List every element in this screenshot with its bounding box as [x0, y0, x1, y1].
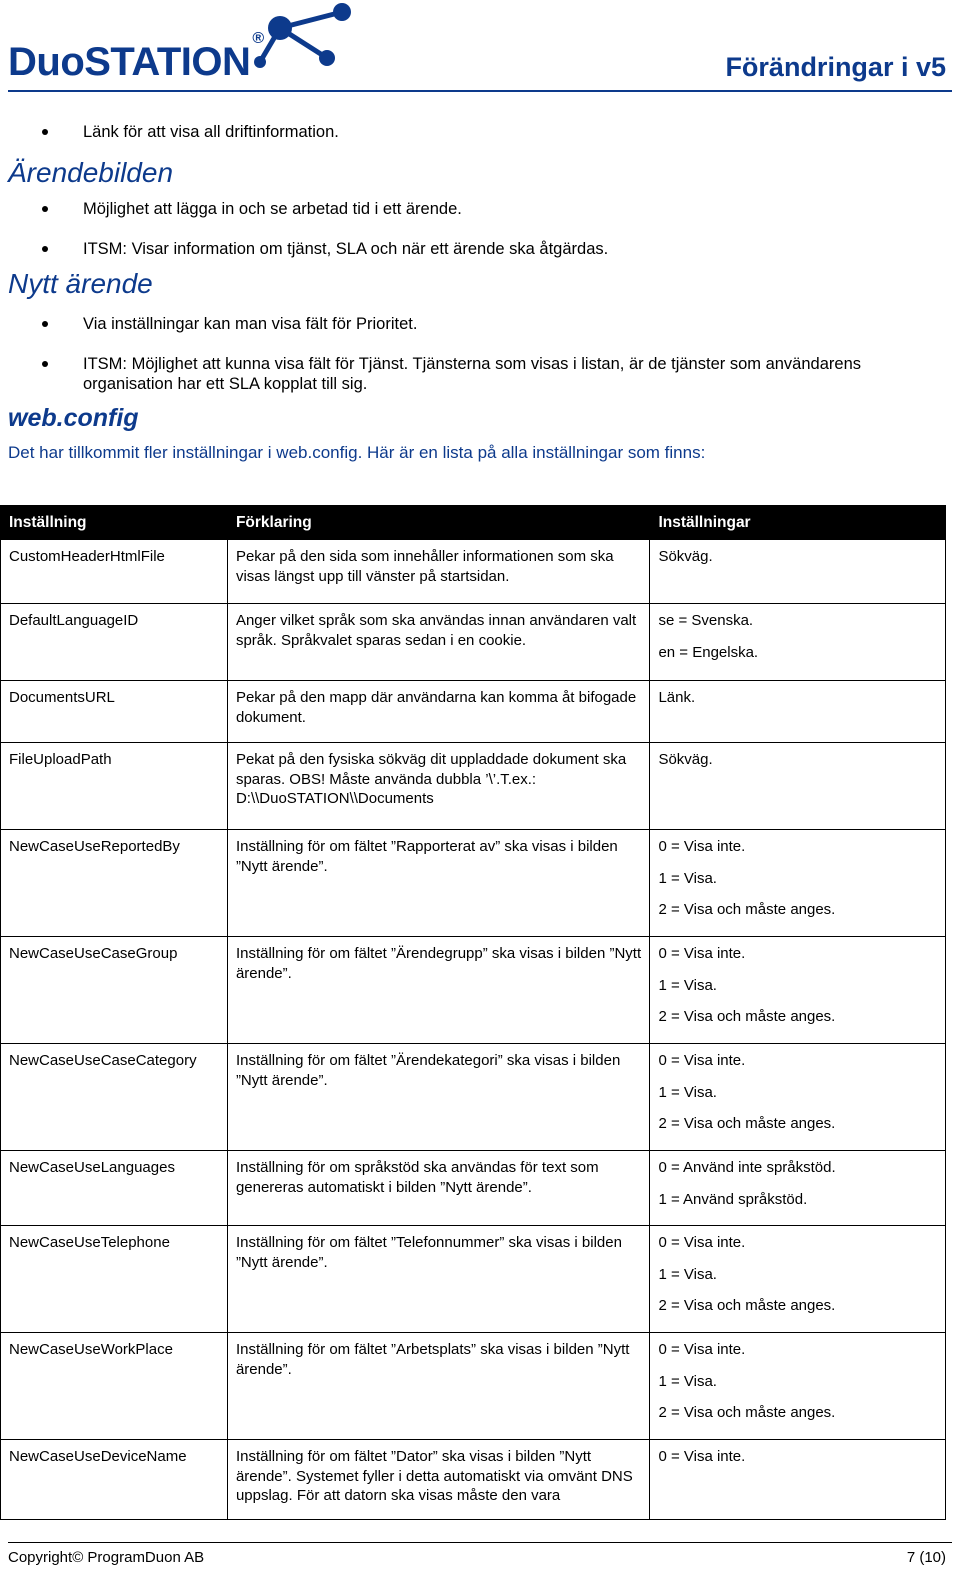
- values-cell: [650, 830, 946, 937]
- value-option: 0 = Använd inte språkstöd.: [658, 1159, 836, 1176]
- value-option: Länk.: [658, 689, 696, 706]
- value-option: 1 = Visa.: [658, 1372, 717, 1390]
- explanation-cell: Inställning för om fältet ”Arbetsplats” ska visas i bilden ”Nytt ärende”.: [227, 1333, 650, 1440]
- value-option: Sökväg.: [658, 751, 713, 768]
- list-item: Länk för att visa all driftinformation.: [8, 122, 952, 142]
- webconfig-intro: Det har tillkommit fler inställningar i web.config. Här är en lista på alla inställningar som finns:: [8, 443, 706, 462]
- value-option: 0 = Visa inte.: [658, 1234, 746, 1251]
- footer-divider: [8, 1542, 952, 1543]
- column-header-setting: Inställning: [1, 506, 228, 540]
- list-item: Via inställningar kan man visa fält för Prioritet.: [8, 314, 952, 334]
- document-title: Förändringar i v5: [725, 52, 946, 82]
- table-row: [1, 540, 946, 604]
- value-option: 2 = Visa och måste anges.: [658, 1008, 836, 1025]
- explanation-cell: Inställning för om fältet ”Ärendegrupp” ska visas i bilden ”Nytt ärende”.: [227, 937, 650, 1044]
- arendebilden-list: [8, 199, 952, 259]
- value-option: 0 = Visa inte.: [658, 838, 746, 855]
- values-cell: [650, 540, 946, 604]
- value-option: 1 = Visa.: [658, 1083, 717, 1101]
- setting-name-cell: NewCaseUseCaseCategory: [1, 1044, 228, 1151]
- table-row: [1, 681, 946, 743]
- explanation-cell: Pekat på den fysiska sökväg dit uppladdade dokument ska sparas. OBS! Måste använda dubbla ’\’.T.ex.: D:\\DuoSTATION\\Documents: [227, 743, 650, 830]
- bullet-icon: [42, 129, 48, 135]
- table-row: [1, 937, 946, 1044]
- table-row: [1, 1440, 946, 1520]
- values-cell: [650, 743, 946, 830]
- table-row: [1, 1333, 946, 1440]
- value-option: 2 = Visa och måste anges.: [658, 1404, 836, 1421]
- explanation-cell: Inställning för om fältet ”Rapporterat av” ska visas i bilden ”Nytt ärende”.: [227, 830, 650, 937]
- value-option: en = Engelska.: [658, 643, 759, 661]
- header-divider: [8, 90, 952, 92]
- table-row: [1, 1044, 946, 1151]
- bullet-icon: [42, 206, 48, 212]
- setting-name-cell: NewCaseUseWorkPlace: [1, 1333, 228, 1440]
- value-option: 0 = Visa inte.: [658, 945, 746, 962]
- bullet-icon: [42, 321, 48, 327]
- value-option: 1 = Visa.: [658, 976, 717, 994]
- logo-text: DuoSTATION: [8, 40, 251, 84]
- setting-name-cell: FileUploadPath: [1, 743, 228, 830]
- explanation-cell: Anger vilket språk som ska användas innan användaren valt språk. Språkvalet sparas sedan i en cookie.: [227, 604, 650, 681]
- setting-name-cell: NewCaseUseDeviceName: [1, 1440, 228, 1520]
- value-option: Sökväg.: [658, 548, 713, 565]
- table-row: [1, 1151, 946, 1226]
- explanation-cell: Inställning för om fältet ”Telefonnummer” ska visas i bilden ”Nytt ärende”.: [227, 1226, 650, 1333]
- section-heading-arendebilden: Ärendebilden: [8, 157, 174, 188]
- table-body: [1, 540, 946, 1520]
- setting-name-cell: NewCaseUseTelephone: [1, 1226, 228, 1333]
- explanation-cell: Pekar på den sida som innehåller informationen som ska visas längst upp till vänster på startsidan.: [227, 540, 650, 604]
- setting-name-cell: DefaultLanguageID: [1, 604, 228, 681]
- setting-name-cell: NewCaseUseReportedBy: [1, 830, 228, 937]
- section-heading-webconfig: web.config: [8, 404, 139, 432]
- main-content: [8, 110, 952, 463]
- values-cell: [650, 1226, 946, 1333]
- bullet-icon: [42, 361, 48, 367]
- values-cell: [650, 1151, 946, 1226]
- section-heading-nytt-arende: Nytt ärende: [8, 268, 153, 299]
- explanation-cell: Inställning för om fältet ”Dator” ska visas i bilden ”Nytt ärende”. Systemet fyller i detta automatiskt via omvänt DNS uppslag. För att datorn ska visas måste den vara: [227, 1440, 650, 1520]
- setting-name-cell: NewCaseUseCaseGroup: [1, 937, 228, 1044]
- value-option: 0 = Visa inte.: [658, 1341, 746, 1358]
- value-option: 2 = Visa och måste anges.: [658, 901, 836, 918]
- duostation-logo: [8, 29, 264, 85]
- bullet-icon: [42, 246, 48, 252]
- values-cell: [650, 1044, 946, 1151]
- explanation-cell: Pekar på den mapp där användarna kan komma åt bifogade dokument.: [227, 681, 650, 743]
- settings-table: [0, 505, 946, 1520]
- list-item: ITSM: Möjlighet att kunna visa fält för Tjänst. Tjänsterna som visas i listan, är de tjänster som användarens organisation har ett SLA kopplat till sig.: [8, 354, 952, 394]
- values-cell: [650, 604, 946, 681]
- values-cell: [650, 1333, 946, 1440]
- column-header-values: Inställningar: [650, 506, 946, 540]
- explanation-cell: Inställning för om fältet ”Ärendekategori” ska visas i bilden ”Nytt ärende”.: [227, 1044, 650, 1151]
- value-option: 1 = Använd språkstöd.: [658, 1190, 808, 1208]
- setting-name-cell: CustomHeaderHtmlFile: [1, 540, 228, 604]
- value-option: 0 = Visa inte.: [658, 1448, 746, 1465]
- values-cell: [650, 1440, 946, 1520]
- value-option: 2 = Visa och måste anges.: [658, 1297, 836, 1314]
- table-row: [1, 1226, 946, 1333]
- table-row: [1, 830, 946, 937]
- value-option: 1 = Visa.: [658, 1265, 717, 1283]
- values-cell: [650, 937, 946, 1044]
- footer-page-number: 7 (10): [906, 1549, 946, 1566]
- value-option: 2 = Visa och måste anges.: [658, 1115, 836, 1132]
- setting-name-cell: DocumentsURL: [1, 681, 228, 743]
- explanation-cell: Inställning för om språkstöd ska användas för text som genereras automatiskt i bilden ”Nytt ärende”.: [227, 1151, 650, 1226]
- top-bullet-list: [8, 122, 952, 142]
- value-option: se = Svenska.: [658, 612, 754, 629]
- values-cell: [650, 681, 946, 743]
- footer-copyright: Copyright© ProgramDuon AB: [8, 1549, 205, 1566]
- page-header: [0, 0, 960, 92]
- list-item: Möjlighet att lägga in och se arbetad tid i ett ärende.: [8, 199, 952, 219]
- value-option: 0 = Visa inte.: [658, 1052, 746, 1069]
- registered-mark: ®: [252, 29, 264, 47]
- logo-molecule-icon: [232, 0, 362, 72]
- table-row: [1, 743, 946, 830]
- setting-name-cell: NewCaseUseLanguages: [1, 1151, 228, 1226]
- list-item: ITSM: Visar information om tjänst, SLA och när ett ärende ska åtgärdas.: [8, 239, 952, 259]
- nytt-arende-list: [8, 314, 952, 394]
- value-option: 1 = Visa.: [658, 869, 717, 887]
- table-row: [1, 604, 946, 681]
- table-header-row: [1, 506, 946, 540]
- column-header-explanation: Förklaring: [227, 506, 650, 540]
